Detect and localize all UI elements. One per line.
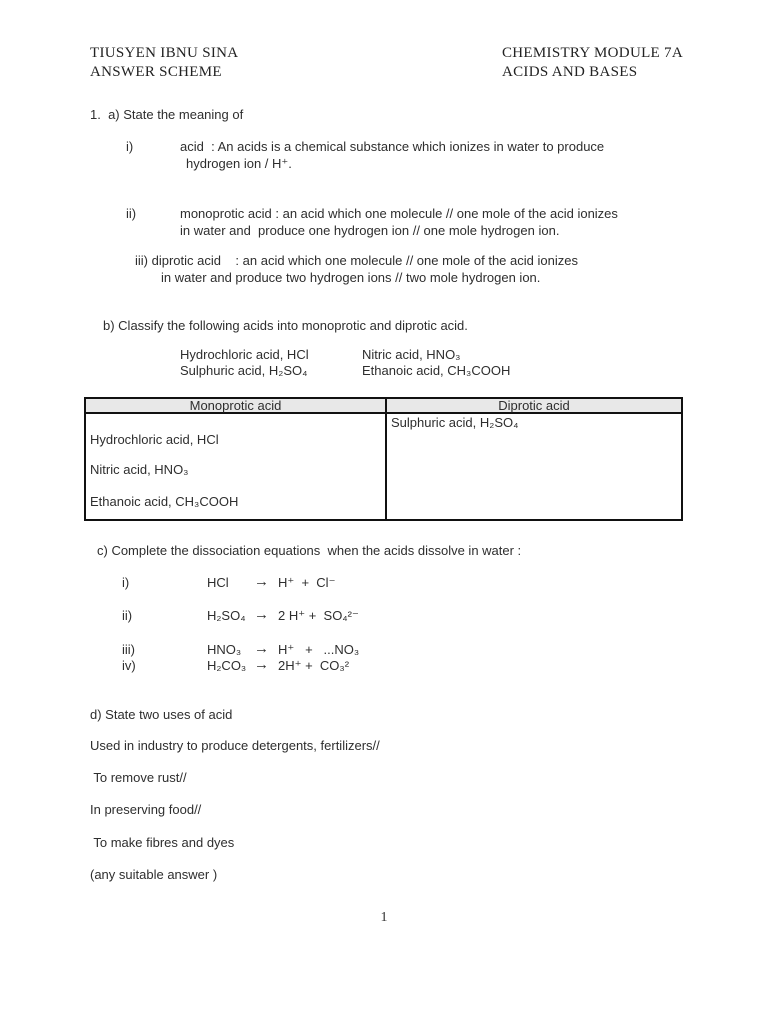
classification-table: [84, 397, 683, 521]
equation-lhs: HCl: [207, 575, 229, 590]
acid-list-item-hydrochloric: Hydrochloric acid, HCl: [180, 347, 309, 362]
answer-line: In preserving food//: [90, 802, 202, 817]
answer-line: To make fibres and dyes: [90, 835, 235, 850]
table-header-diprotic: Diprotic acid: [498, 398, 570, 413]
equation-row: [0, 575, 768, 592]
definition-ii-line1: monoprotic acid : an acid which one molecule // one mole of the acid ionizes: [180, 206, 618, 221]
equation-label: i): [122, 575, 130, 590]
right-arrow-icon: →: [254, 573, 269, 590]
acid-list-item-sulphuric: Sulphuric acid, H₂SO₄: [180, 363, 308, 378]
right-arrow-icon: →: [254, 656, 269, 673]
definition-iii-line1: iii) diprotic acid : an acid which one molecule // one mole of the acid ionizes: [135, 253, 578, 268]
acid-list-item-ethanoic: Ethanoic acid, CH₃COOH: [362, 363, 511, 378]
definition-ii-line2: in water and produce one hydrogen ion // one mole hydrogen ion.: [180, 223, 560, 238]
equation-row: [0, 642, 768, 659]
equation-lhs: H₂SO₄: [207, 608, 246, 623]
equation-label: iv): [122, 658, 136, 673]
answer-line: Used in industry to produce detergents, fertilizers//: [90, 738, 380, 753]
equation-row: [0, 608, 768, 625]
table-header-monoprotic: Monoprotic acid: [189, 398, 282, 413]
monoprotic-cell-item: Nitric acid, HNO₃: [90, 462, 189, 477]
equation-rhs: H⁺ + ...NO₃: [278, 642, 360, 657]
equation-label: iii): [122, 642, 135, 657]
equation-lhs: H₂CO₃: [207, 658, 247, 673]
question-1d-prompt: d) State two uses of acid: [90, 707, 233, 722]
header-module-title: CHEMISTRY MODULE 7A: [502, 45, 683, 61]
header-module-topic: ACIDS AND BASES: [502, 64, 638, 80]
monoprotic-cell-item: Hydrochloric acid, HCl: [90, 432, 219, 447]
equation-row: [0, 658, 768, 675]
right-arrow-icon: →: [254, 606, 269, 623]
equation-label: ii): [122, 608, 133, 623]
equation-rhs: H⁺ + Cl⁻: [278, 575, 336, 590]
monoprotic-cell-item: Ethanoic acid, CH₃COOH: [90, 494, 239, 509]
question-1b-prompt: b) Classify the following acids into monoprotic and diprotic acid.: [103, 318, 468, 333]
question-1c-prompt: c) Complete the dissociation equations when the acids dissolve in water :: [97, 543, 522, 558]
header-answer-scheme: ANSWER SCHEME: [90, 64, 222, 80]
right-arrow-icon: →: [254, 640, 269, 657]
definition-i-line1: acid : An acids is a chemical substance which ionizes in water to produce: [180, 139, 605, 154]
page-number: 1: [380, 910, 388, 925]
definition-i-line2: hydrogen ion / H⁺.: [186, 156, 292, 171]
equation-lhs: HNO₃: [207, 642, 242, 657]
answer-line: To remove rust//: [90, 770, 187, 785]
header-school-name: TIUSYEN IBNU SINA: [90, 45, 239, 61]
equation-rhs: 2 H⁺ + SO₄²⁻: [278, 608, 359, 623]
question-1a-prompt: 1. a) State the meaning of: [90, 107, 244, 122]
definition-iii-line2: in water and produce two hydrogen ions // two mole hydrogen ion.: [161, 270, 541, 285]
definition-i-label: i): [126, 139, 134, 154]
table-column-divider: [385, 399, 387, 519]
diprotic-cell-item: Sulphuric acid, H₂SO₄: [391, 415, 519, 430]
equation-rhs: 2H⁺ + CO₃²: [278, 658, 350, 673]
definition-ii-label: ii): [126, 206, 137, 221]
answer-line: (any suitable answer ): [90, 867, 218, 882]
acid-list-item-nitric: Nitric acid, HNO₃: [362, 347, 461, 362]
